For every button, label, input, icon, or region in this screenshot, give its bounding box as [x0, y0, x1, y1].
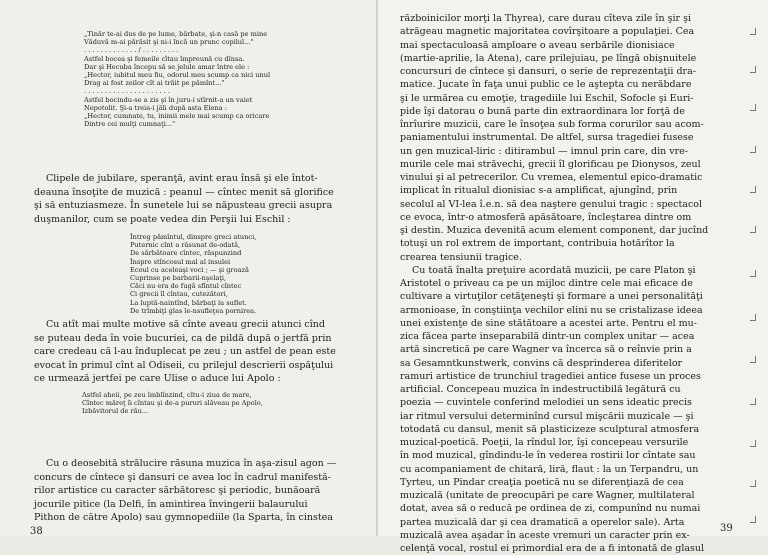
right-page-text — [400, 12, 722, 555]
margin-mark — [750, 146, 756, 153]
quote-odyssey — [82, 391, 342, 416]
paragraph-paean — [34, 172, 360, 226]
text-line: implicat în ritualul dionisiac s-a amplificat, ajungînd, prin — [400, 185, 678, 197]
text-line: secolul al VI-lea î.e.n. să dea naştere genului tragic : spectacol — [400, 198, 703, 210]
text-line: muzicală (unitate de preocupări pe care Wagner, multilateral — [400, 490, 695, 501]
page-number-left: 38 — [30, 526, 43, 537]
margin-mark — [750, 480, 756, 487]
text-line: Izbăvitorul de rău... — [82, 407, 149, 416]
text-line: în mod muzical, gîndindu-le în vederea rostirii lor cîntate sau — [400, 450, 696, 462]
margin-mark — [750, 398, 756, 405]
margin-mark — [750, 270, 756, 277]
text-line: „Hector, iubitul meu fiu, odorul meu scump ca nici unul — [84, 71, 271, 80]
margin-mark — [750, 440, 756, 447]
text-line: cultivare a virtuţilor cetăţeneşti şi formare a unei personalităţi — [400, 291, 703, 303]
text-line: ramuri artistice de trunchiul tragediei antice fusese un proces — [400, 370, 701, 382]
text-line: poezia — cuvintele conferind melodiei un sens ideatic precis — [400, 397, 692, 409]
text-line: crearea tensiunii tragice. — [400, 251, 522, 263]
text-line: De trîmbiţi glas le-nsufleţea pornirea. — [130, 306, 257, 315]
text-line: artificial. Concepeau muzica în indestructibilă legătură cu — [400, 384, 681, 395]
text-line: Pithon de către Apolo) sau gymnopediile (la Sparta, în cinstea — [34, 512, 333, 524]
text-line: unei existenţe de sine stătătoare a acestei arte. Pentru el mu- — [400, 317, 698, 329]
text-line: se puteau deda în voie bucuriei, ca de pildă după o jertfă prin — [34, 332, 332, 344]
text-line: duşmanilor, cum se poate vedea din Perşii lui Eschil : — [34, 213, 291, 225]
text-line: vinului şi al petrecerilor. Cu vremea, elementul epico-dramatic — [400, 172, 703, 183]
text-line: Cu toată înalta preţuire acordată muzicii, pe care Platon şi — [412, 264, 696, 276]
text-line: armonioase, în conştiinţa vechilor elini nu se cristalizase ideea — [400, 304, 703, 316]
text-line: Astfel bocea şi femeile cîtau împreună cu dînsa. — [84, 54, 245, 63]
text-line: deauna însoţite de muzică : peanul — cîntec menit să glorifice — [34, 186, 334, 198]
text-line: Cu atît mai multe motive să cînte aveau grecii atunci cînd — [46, 319, 325, 330]
text-line: zica făcea parte inseparabilă dintr-un complex unitar — acea — [400, 331, 695, 342]
text-line: Dintre cei mulţi cumnaţi..." — [84, 120, 176, 129]
left-page — [0, 0, 378, 536]
text-line: Văduvă m-ai părăsit şi ni-i încă un prunc copilul..." — [84, 38, 254, 47]
text-line: Cuprinse pe barbarii-nşelaţi, — [130, 274, 227, 283]
text-line: Aristotel o priveau ca pe un mijloc dintre cele mai eficace de — [400, 278, 693, 289]
text-line: murile cele mai străvechi, grecii îl glorificau pe Dionysos, zeul — [400, 158, 701, 170]
text-line: Înspre stîncosul mal al insulei — [130, 257, 231, 266]
text-line: . . . . . . . . . . . . . / . . . . . . . . . — [84, 46, 179, 55]
text-line: (martie-aprilie, la Atena), care prilejuiau, pe lîngă obişnuitele — [400, 52, 697, 64]
text-line: şi destin. Muzica devenită acum element component, dar jucînd — [400, 225, 709, 236]
text-line: Cîntec măreţ îi cîntau şi de-a pururi slăveau pe Apolo, — [82, 399, 263, 408]
quote-persians — [130, 233, 390, 315]
text-line: Astfel bocindu-se a zis şi în juru-i stîrnit-a un vaiet — [84, 95, 253, 104]
text-line: „Hector, cumnate, tu, inimii mele mai scump ca oricare — [84, 112, 270, 121]
text-line: dotat, avea să o reducă pe ordinea de zi, compunînd nu numai — [400, 503, 701, 515]
text-line: Clipele de jubilare, speranţă, avint erau însă şi ele întot- — [46, 173, 318, 184]
text-line: iar ritmul versului determinînd cursul mişcării muzicale — şi — [400, 410, 694, 422]
text-line: De sărbătoare cîntec, răspunzind — [130, 249, 242, 258]
text-line: cu acompaniament de chitară, liră, flaut : la un Terpandru, un — [400, 463, 699, 475]
text-line: „Tinăr te-ai dus de pe lume, bărbate, şi-n casă pe mine — [84, 30, 268, 38]
text-line: Ci grecii îl cîntau, cutezători, — [130, 290, 228, 299]
text-line: ce urmează jertfei pe care Ulise o aduce lui Apolo : — [34, 373, 281, 385]
text-line: artă sincretică pe care Wagner va încerca să o reînvie prin a — [400, 344, 692, 356]
margin-mark — [750, 226, 756, 233]
scan-margin-marks — [744, 28, 764, 528]
text-line: paniamentului instrumental. De altfel, sursa tragediei fusese — [400, 132, 694, 144]
text-line: jocurile pitice (la Delfi, în amintirea învingerii balaurului — [34, 498, 308, 510]
text-line: Tyrteu, un Pindar creaţia poetică nu se diferenţiază de cea — [400, 476, 684, 488]
text-line: Puternic cînt a răsunat de-odată, — [130, 241, 241, 250]
text-line: sa Gesamntkunstwerk, convins că desprinderea diferitelor — [400, 357, 683, 369]
margin-mark — [750, 28, 756, 35]
text-line: Întreg pămîntul, dinspre greci atunci, — [130, 233, 257, 241]
text-line: celenţă vocal, rostul ei primordial era de a fi intonată de glasul — [400, 543, 705, 554]
text-line: concurs de cîntece şi dansuri ce avea loc în cadrul manifestă- — [34, 471, 331, 483]
text-line: înrîurire muzicii, care le însoţea sub forma corurilor sau acom- — [400, 119, 704, 130]
text-line: Ecoul cu aceleaşi voci ; — şi groază — [130, 265, 249, 274]
quote-iliad-lament — [84, 30, 344, 128]
text-line: muzicală avea aşadar în aceste vremuri un caracter prin ex- — [400, 529, 690, 541]
paragraph-agon — [34, 457, 360, 525]
text-line: un gen muzical-liric : ditirambul — imnul prin care, din vre- — [400, 145, 689, 157]
text-line: matice. Jucate în faţa unui public ce le aştepta cu nerăbdare — [400, 79, 692, 91]
text-line: totodată cu dansul, menit să plasticizeze sculptural atmosfera — [400, 423, 700, 435]
text-line: Cu o deosebită strălucire răsuna muzica în aşa-zisul agon — — [46, 458, 337, 469]
text-line: evocat în primul cînt al Odiseii, cu prilejul descrierii ospăţului — [34, 359, 334, 371]
text-line: Nepotolit. Şi-a treia-i jăli după asta Elena : — [84, 103, 227, 112]
margin-mark — [750, 66, 756, 73]
text-line: concursuri de cîntece şi dansuri, o serie de reprezentaţii dra- — [400, 66, 696, 77]
text-line: Drag ai fost zeilor cît ai trăit pe pămînt..." — [84, 79, 225, 88]
margin-mark — [750, 104, 756, 111]
margin-mark — [750, 356, 756, 363]
text-line: muzical-poetică. Poeţii, la rîndul lor, îşi concepeau versurile — [400, 437, 689, 448]
paragraph-odyssey — [34, 318, 360, 386]
margin-mark — [750, 186, 756, 193]
text-line: mai spectaculoasă amploare o aveau serbările dionisiace — [400, 39, 675, 51]
text-line: Dar şi Hecuba începu să se jelule amar între ele : — [84, 62, 250, 71]
text-line: ce evoca, într-o atmosferă apăsătoare, încleştarea dintre om — [400, 211, 692, 223]
text-line: Astfel aheii, pe zeu îmblînzind, cîtu-i ziua de mare, — [82, 391, 252, 399]
text-line: Căci nu era de fugă sfîntul cîntec — [130, 282, 242, 291]
text-line: şi le urmărea cu emoţie, tragediile lui Eschil, Sofocle şi Euri- — [400, 92, 694, 104]
text-line: războinicilor morţi la Thyrea), care durau cîteva zile în şir şi — [400, 13, 691, 24]
text-line: partea muzicală dar şi cea dramatică a operelor sale). Arta — [400, 516, 685, 528]
text-line: şi să entuziasmeze. În sunetele lui se năpusteau grecii asupra — [34, 200, 333, 212]
text-line: atrăgeau magnetic majoritatea covîrşitoare a populaţiei. Cea — [400, 26, 695, 38]
page-number-right: 39 — [720, 523, 733, 534]
text-line: care credeau că l-au înduplecat pe zeu ; un astfel de pean este — [34, 346, 336, 358]
text-line: totuşi un rol extrem de important, contribuia hotărîtor la — [400, 238, 675, 250]
text-line: La luptă-naintînd, bărbaţi la suflet. — [130, 298, 247, 307]
text-line: . . . . . . . . . . . . . . . . . . . . . — [84, 87, 170, 96]
text-line: pide îşi datorau o bună parte din extraordinara lor forţă de — [400, 105, 685, 117]
margin-mark — [750, 516, 756, 523]
margin-mark — [750, 314, 756, 321]
text-line: rilor artistice cu caracter sărbătoresc şi periodic, bunăoară — [34, 485, 321, 497]
